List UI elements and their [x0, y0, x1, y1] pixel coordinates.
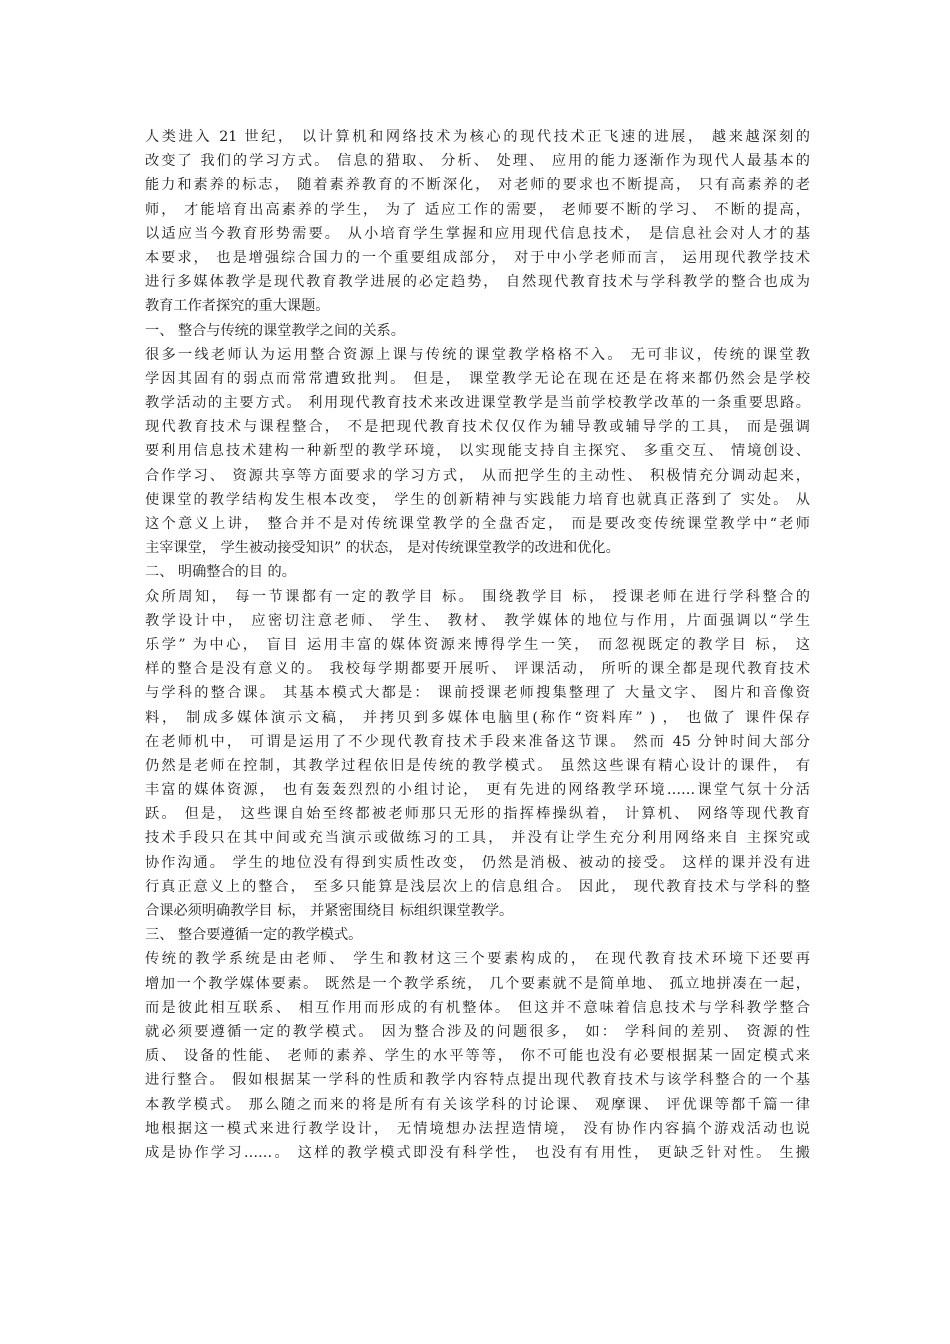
text-line: 教学活动的主要方式。 利用现代教育技术来改进课堂教学是当前学校教学改革的一条重要思路。: [145, 395, 810, 412]
text-line: 成是协作学习……。 这样的教学模式即没有科学性， 也没有有用性， 更缺乏针对性。 生搬: [145, 1144, 810, 1161]
text-line: 本要求， 也是增强综合国力的一个重要组成部分， 对于中小学老师而言， 运用现代教学技术: [145, 249, 810, 266]
text-line: 主宰课堂， 学生被动接受知识” 的状态， 是对传统课堂教学的改进和优化。: [145, 540, 620, 557]
text-line: 进行整合。 假如根据某一学科的性质和教学内容特点提出现代教育技术与该学科整合的一个基: [145, 1072, 810, 1089]
text-line: 众所周知， 每一节课都有一定的教学目 标。 围绕教学目 标， 授课老师在进行学科整合的: [145, 588, 810, 605]
document-body: [145, 125, 810, 1165]
text-line: 丰富的媒体资源， 也有轰轰烈烈的小组讨论， 更有先进的网络教学环境……课堂气氛十分活: [145, 782, 810, 799]
text-line: 学因其固有的弱点而常常遭致批判。 但是， 课堂教学无论在现在还是在将来都仍然会是学校: [145, 370, 810, 387]
text-line: 就必须要遵循一定的教学模式。 因为整合涉及的问题很多， 如： 学科间的差别、 资源的性: [145, 1023, 810, 1040]
text-line: 教学设计中， 应密切注意老师、 学生、 教材、 教学媒体的地位与作用，片面强调以“学生: [145, 612, 810, 629]
text-line: 三、 整合要遵循一定的教学模式。: [145, 927, 363, 944]
text-line: 使课堂的教学结构发生根本改变， 学生的创新精神与实践能力培育也就真正落到了 实处。 从: [145, 491, 810, 508]
text-line: 要利用信息技术建构一种新型的教学环境， 以实现能支持自主探究、 多重交互、 情境创设、: [145, 443, 810, 460]
text-line: 教育工作者探究的重大课题。: [145, 298, 330, 315]
text-line: 增加一个教学媒体要素。 既然是一个教学系统， 几个要素就不是简单地、 孤立地拼凑在一起，: [145, 975, 810, 992]
text-line: 一、 整合与传统的课堂教学之间的关系。: [145, 322, 405, 339]
text-line: 合作学习、 资源共享等方面要求的学习方式， 从而把学生的主动性、 积极情充分调动起来，: [145, 467, 810, 484]
text-line: 合课必须明确教学目 标， 并紧密围绕目 标组织课堂教学。: [145, 903, 514, 919]
text-line: 技术手段只在其中间或充当演示或做练习的工具， 并没有让学生充分利用网络来自 主探究或: [145, 830, 810, 847]
text-line: 能力和素养的标志， 随着素养教育的不断深化， 对老师的要求也不断提高， 只有高素养的老: [145, 177, 810, 194]
text-line: 以适应当今教育形势需要。 从小培育学生掌握和应用现代信息技术， 是信息社会对人才的基: [145, 225, 810, 242]
text-line: 协作沟通。 学生的地位没有得到实质性改变， 仍然是消极、被动的接受。 这样的课并没有进: [145, 854, 810, 871]
text-line: 改变了 我们的学习方式。 信息的猎取、 分析、 处理、 应用的能力逐渐作为现代人最基本的: [145, 153, 810, 170]
text-line: 传统的教学系统是由老师、 学生和教材这三个要素构成的， 在现代教育技术环境下还要再: [145, 951, 810, 968]
text-line: 而是彼此相互联系、 相互作用而形成的有机整体。 但这并不意味着信息技术与学科教学整合: [145, 999, 810, 1016]
text-line: 现代教育技术与课程整合， 不是把现代教育技术仅仅作为辅导教或辅导学的工具， 而是强调: [145, 419, 810, 436]
text-line: 跃。 但是， 这些课自始至终都被老师那只无形的指挥棒操纵着， 计算机、 网络等现代教育: [145, 806, 810, 823]
text-line: 人类进入 21 世纪， 以计算机和网络技术为核心的现代技术正飞速的进展， 越来越深刻的: [145, 129, 810, 145]
text-line: 质、 设备的性能、 老师的素养、学生的水平等等， 你不可能也没有必要根据某一固定模式来: [145, 1048, 810, 1065]
text-line: 本教学模式。 那么随之而来的将是所有有关该学科的讨论课、 观摩课、 评优课等都千篇一律: [145, 1096, 810, 1113]
text-line: 这个意义上讲， 整合并不是对传统课堂教学的全盘否定， 而是要改变传统课堂教学中“老师: [145, 516, 810, 532]
text-line: 乐学” 为中心， 盲目 运用丰富的媒体资源来博得学生一笑， 而忽视既定的教学目 标， 这: [145, 636, 810, 653]
text-line: 地根据这一模式来进行教学设计， 无情境想办法捏造情境， 没有协作内容搞个游戏活动也说: [145, 1120, 810, 1137]
text-line: 很多一线老师认为运用整合资源上课与传统的课堂教学格格不入。 无可非议，传统的课堂教: [145, 346, 810, 363]
text-line: 二、 明确整合的目 的。: [145, 564, 296, 581]
text-line: 师， 才能培育出高素养的学生， 为了 适应工作的需要， 老师要不断的学习、 不断的提高，: [145, 201, 810, 218]
text-line: 行真正意义上的整合， 至多只能算是浅层次上的信息组合。 因此， 现代教育技术与学科的整: [145, 878, 810, 895]
text-line: 料， 制成多媒体演示文稿， 并拷贝到多媒体电脑里(称作“资料库” ) ， 也做了 课件保存: [145, 709, 810, 726]
text-line: 与学科的整合课。 其基本模式大都是： 课前授课老师搜集整理了 大量文字、 图片和音像资: [145, 685, 810, 702]
text-line: 在老师机中， 可谓是运用了不少现代教育技术手段来准备这节课。 然而 45 分钟时间大部分: [145, 733, 810, 750]
text-line: 仍然是老师在控制，其教学过程依旧是传统的教学模式。 虽然这些课有精心设计的课件， 有: [145, 757, 810, 774]
text-line: 进行多媒体教学是现代教育教学进展的必定趋势， 自然现代教育技术与学科教学的整合也成为: [145, 274, 810, 291]
text-line: 样的整合是没有意义的。 我校每学期都要开展听、 评课活动， 所听的课全都是现代教育技术: [145, 661, 810, 678]
